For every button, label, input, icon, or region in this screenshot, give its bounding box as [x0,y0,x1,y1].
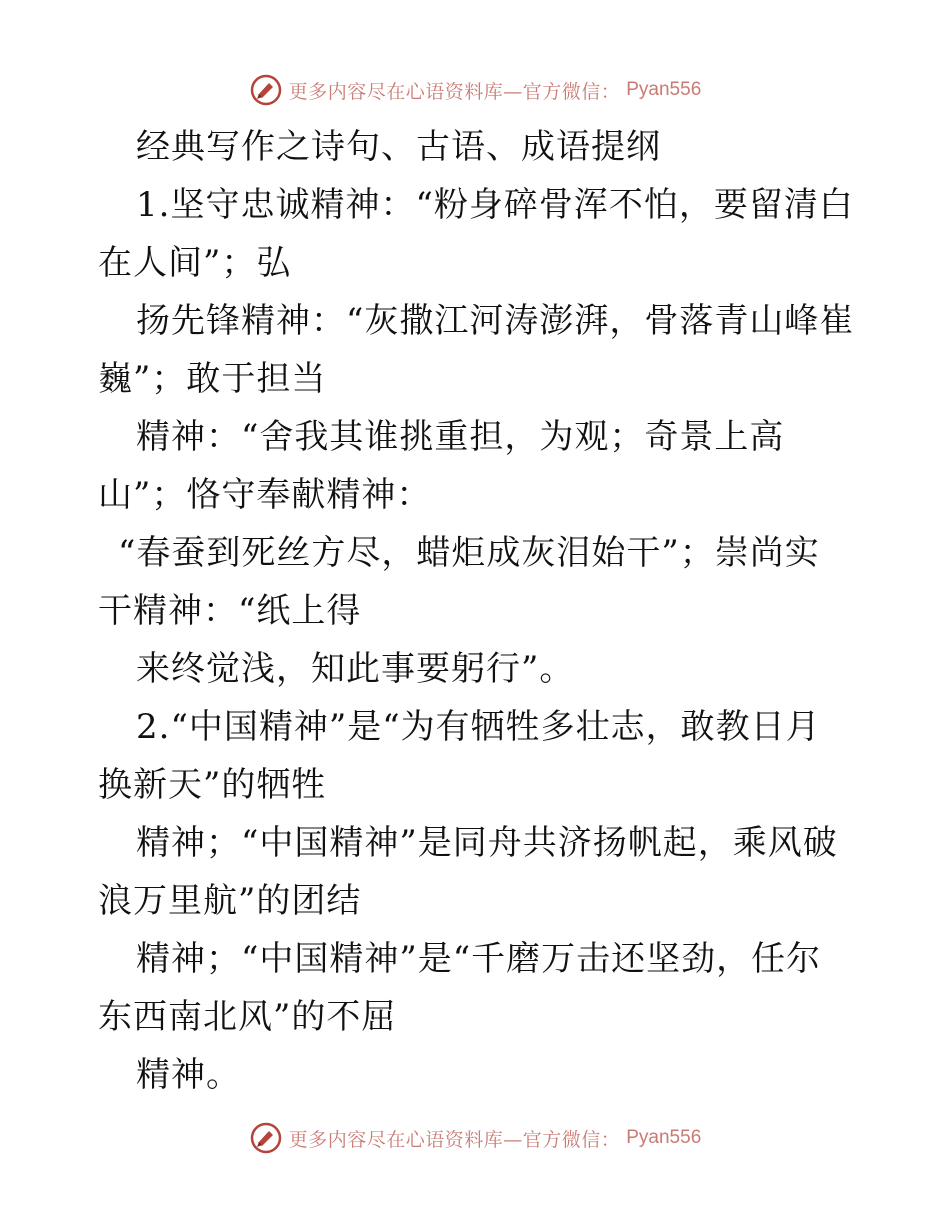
banner-wechat-id: Pyan556 [626,79,702,100]
paragraph-line: 精神；“中国精神”是“千磨万击还坚劲，任尔 [136,939,822,979]
paragraph-line: 扬先锋精神：“灰撒江河涛澎湃，骨落青山峰崔 [136,301,855,341]
document-body [98,118,858,1104]
paragraph-line: 2.“中国精神”是“为有牺牲多壮志，敢教日月 [136,707,821,747]
banner-text: 更多内容尽在心语资料库—官方微信： [288,1128,621,1151]
paragraph-line: “春蚕到死丝方尽，蜡炬成灰泪始干”；崇尚实 [118,533,820,573]
document-title: 经典写作之诗句、古语、成语提纲 [136,127,661,167]
paragraph-line: 1.坚守忠诚精神：“粉身碎骨浑不怕，要留清白 [136,185,854,225]
paragraph-line: 干精神：“纸上得 [98,591,362,631]
banner-wechat-id: Pyan556 [626,1127,702,1148]
pen-circle-logo-icon [249,1121,283,1155]
paragraph-line: 在人间”；弘 [98,243,292,283]
paragraph-line: 来终觉浅，知此事要躬行”。 [136,649,575,689]
paragraph-line: 换新天”的牺牲 [98,765,327,805]
paragraph-line: 精神；“中国精神”是同舟共济扬帆起，乘风破 [136,823,838,863]
paragraph-line: 精神。 [136,1055,241,1095]
paragraph-line: 浪万里航”的团结 [98,881,362,921]
paragraph-line: 精神：“舍我其谁挑重担，为观；奇景上高 [136,417,785,457]
paragraph-line: 东西南北风”的不屈 [98,997,397,1037]
banner-text: 更多内容尽在心语资料库—官方微信： [288,80,621,103]
header-banner [0,70,950,110]
footer-banner [0,1118,950,1158]
pen-circle-logo-icon [249,73,283,107]
paragraph-line: 山”；恪守奉献精神： [98,475,432,515]
paragraph-line: 巍”；敢于担当 [98,359,327,399]
